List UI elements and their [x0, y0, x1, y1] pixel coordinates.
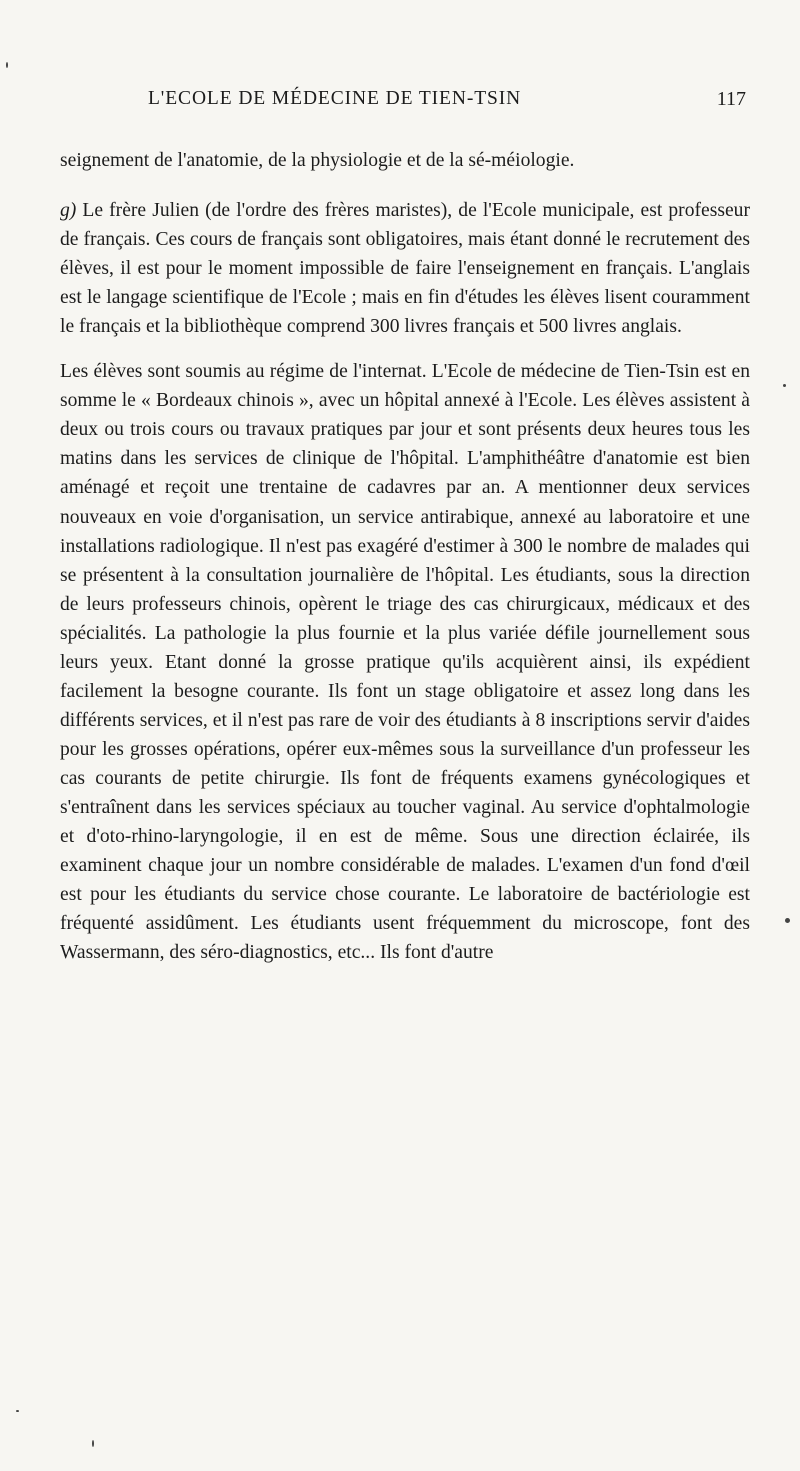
scan-speck: [785, 918, 790, 923]
paragraph-text: Le frère Julien (de l'ordre des frères maristes), de l'Ecole municipale, est professeur de français. Ces cours de français sont obligatoires, mais étant donné le recrutement des élèves, il est pour le moment impossible de faire l'enseignement en français. L'anglais est le langage scientifique de l'Ecole ; mais en fin d'études les élèves lisent couramment le français et la bibliothèque comprend 300 livres français et 500 livres anglais.: [60, 200, 750, 338]
paragraph-continuation: seignement de l'anatomie, de la physiologie et de la sé-méiologie.: [60, 150, 575, 171]
scan-speck: [16, 1410, 19, 1412]
scan-speck: [6, 62, 8, 68]
body-text: [60, 146, 750, 967]
paragraph-internat: Les élèves sont soumis au régime de l'internat. L'Ecole de médecine de Tien-Tsin est en somme le « Bordeaux chinois », avec un hôpital annexé à l'Ecole. Les élèves assistent à deux ou trois cours ou travaux pratiques par jour et sont présents deux heures tous les matins dans les services de clinique de l'hôpital. L'amphithéâtre d'anatomie est bien aménagé et reçoit une trentaine de cadavres par an. A mentionner deux services nouveaux en voie d'organisation, un service antirabique, annexé au laboratoire et une installations radiologique. Il n'est pas exagéré d'estimer à 300 le nombre de malades qui se présentent à la consultation journalière de l'hôpital. Les étudiants, sous la direction de leurs professeurs chinois, opèrent le triage des cas chirurgicaux, médicaux et des spécialités. La pathologie la plus fournie et la plus variée défile journellement sous leurs yeux. Etant donné la grosse pratique qu'ils acquièrent ainsi, ils expédient facilement la besogne courante. Ils font un stage obligatoire et assez long dans les différents services, et il n'est pas rare de voir des étudiants à 8 inscriptions servir d'aides pour les grosses opérations, opérer eux-mêmes sous la surveillance d'un professeur les cas courants de petite chirurgie. Ils font de fréquents examens gynécologiques et s'entraînent dans les services spéciaux au toucher vaginal. Au service d'ophtalmologie et d'oto-rhino-laryngologie, il en est de même. Sous une direction éclairée, ils examinent chaque jour un nombre considérable de malades. L'examen d'un fond d'œil est pour les étudiants du service chose courante. Le laboratoire de bactériologie est fréquenté assidûment. Les étudiants usent fréquemment du microscope, font des Wassermann, des séro-diagnostics, etc... Ils font d'autre: [60, 361, 750, 964]
page-header: [60, 88, 750, 118]
list-marker: g): [60, 200, 77, 222]
paragraph-french-teaching: [60, 196, 750, 341]
scan-speck: [783, 384, 786, 387]
scan-speck: [92, 1440, 94, 1447]
running-title: L'ECOLE DE MÉDECINE DE TIEN-TSIN: [148, 88, 522, 109]
page-number: 117: [716, 88, 746, 110]
